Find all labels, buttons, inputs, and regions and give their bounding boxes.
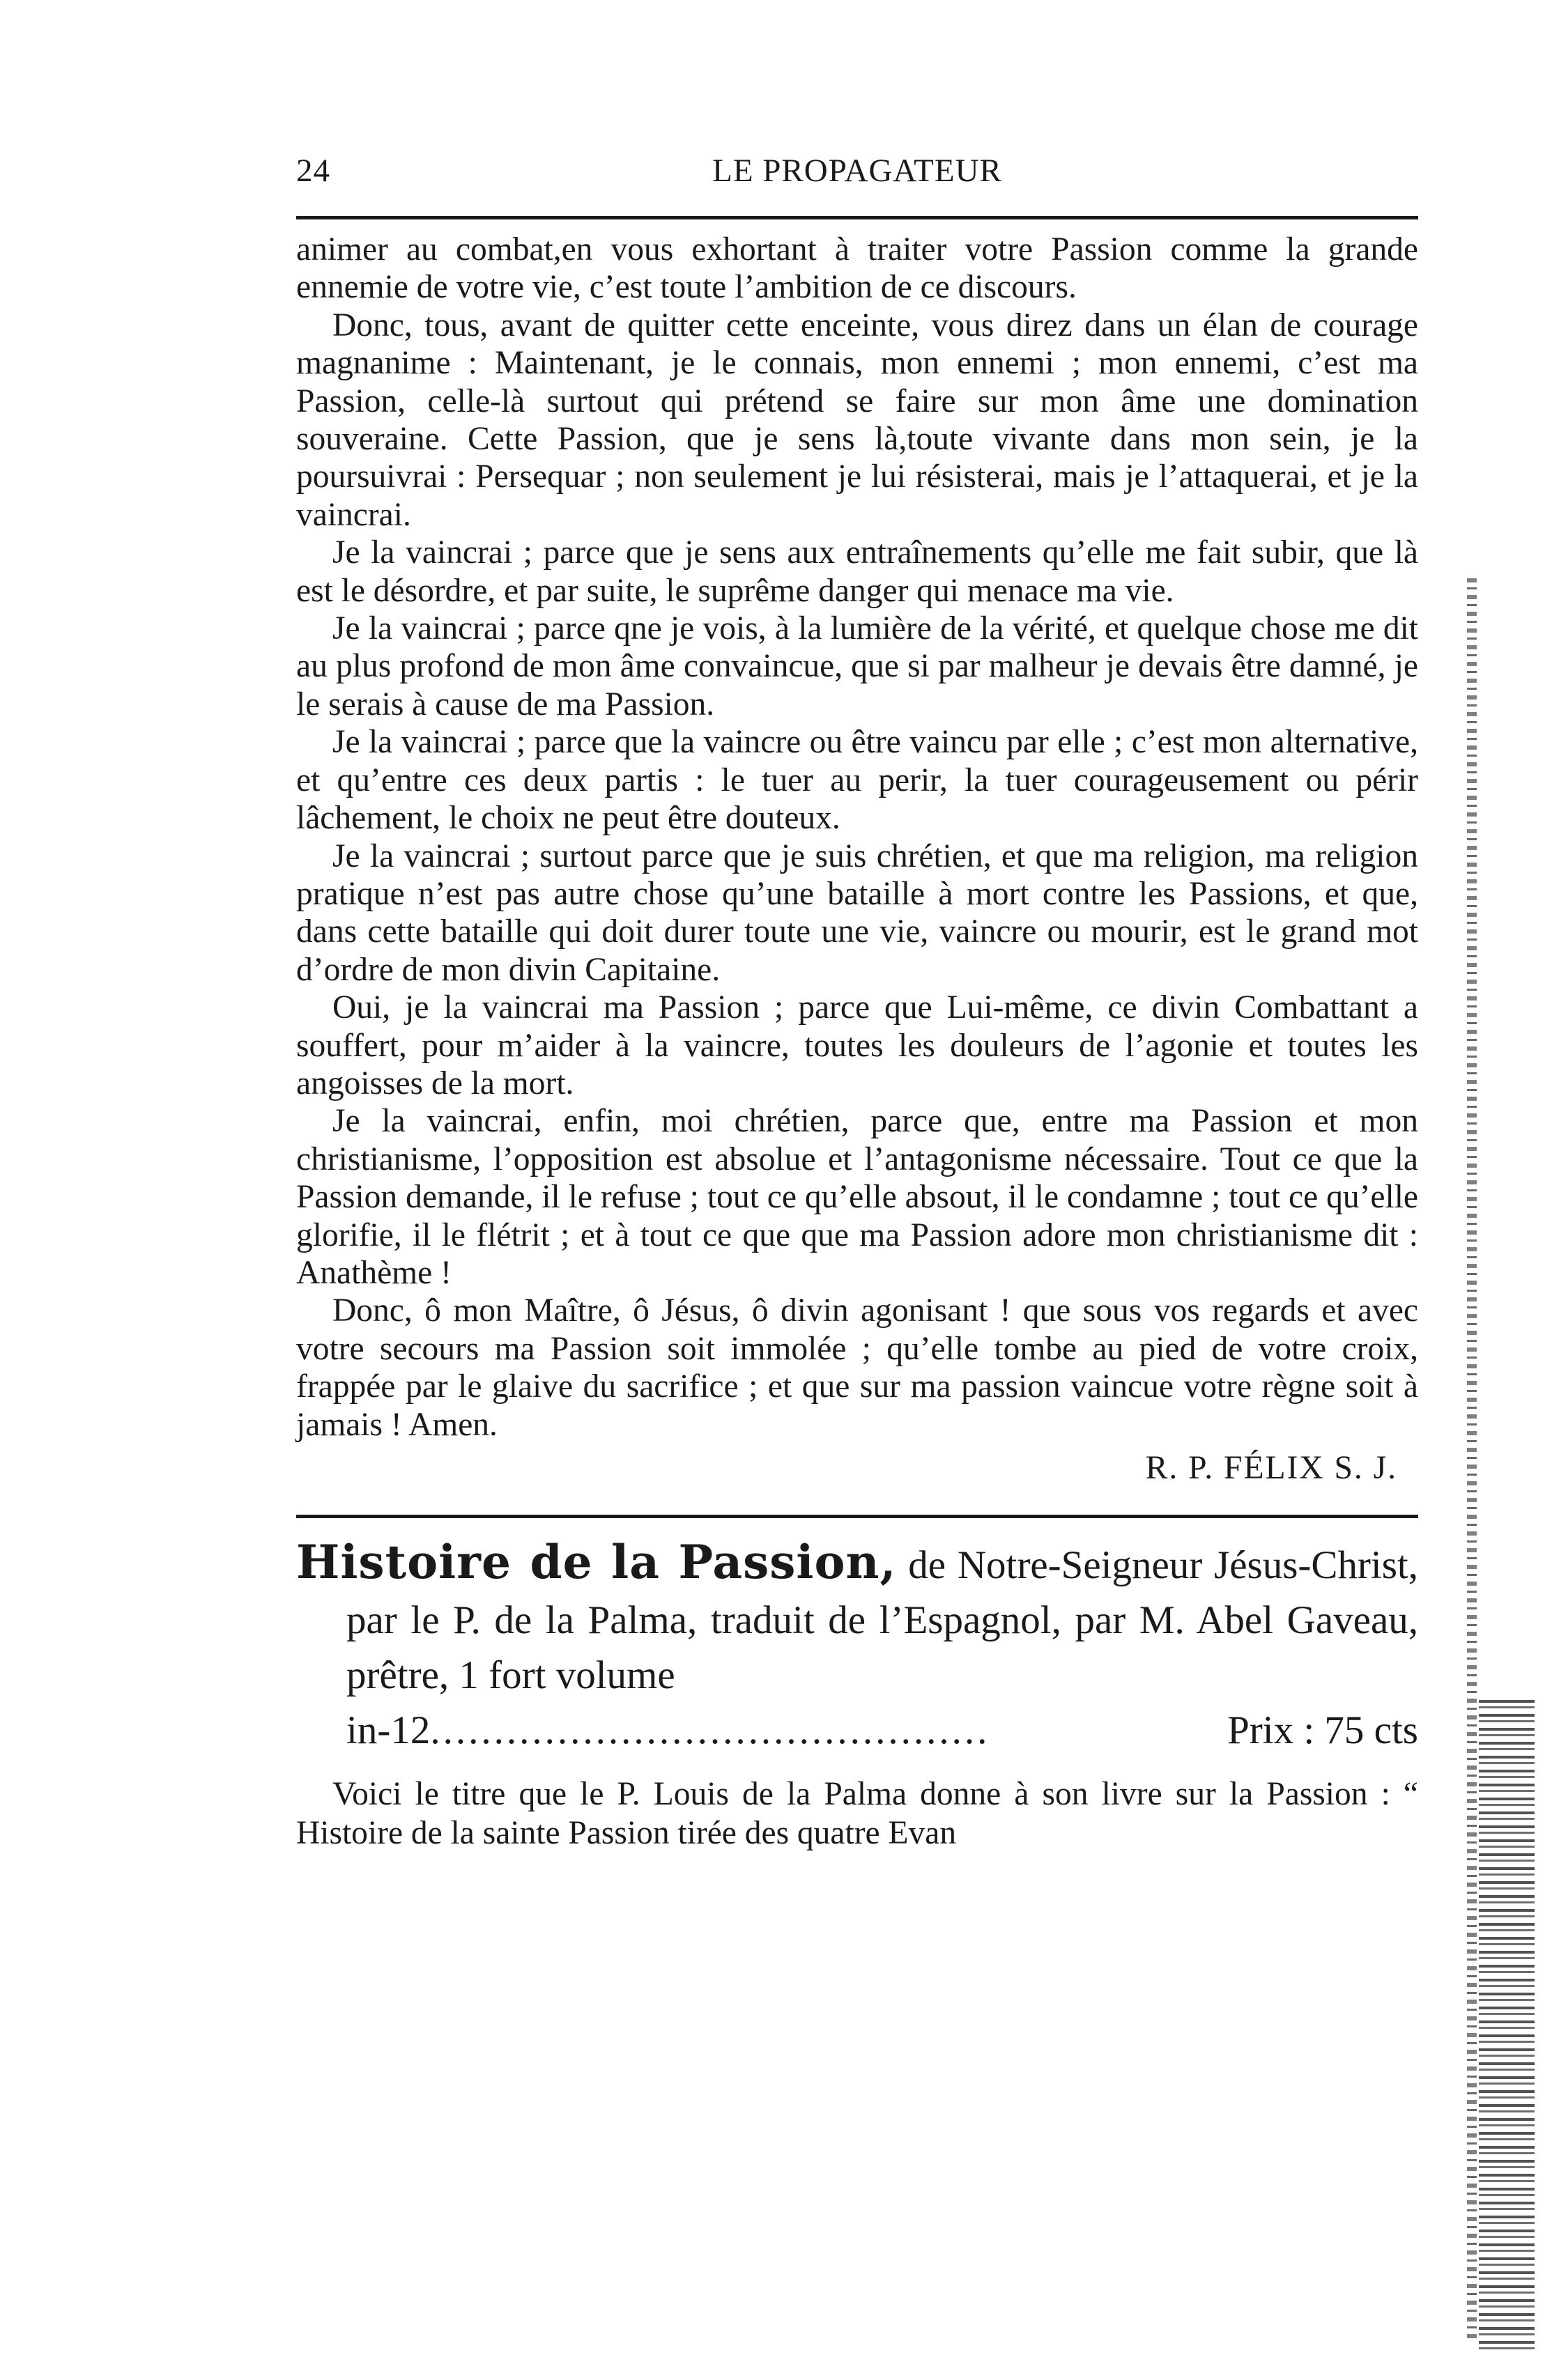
page-number: 24 bbox=[296, 153, 330, 189]
document-page bbox=[296, 132, 1418, 1853]
paragraph: Je la vaincrai ; parce que je sens aux entraînements qu’elle me fait subir, que là est le désordre, et par suite, le suprême danger qui menace ma vie. bbox=[296, 534, 1418, 609]
paragraph: Oui, je la vaincrai ma Passion ; parce que Lui-même, ce divin Combattant a souffert, pour m’aider à la vaincre, toutes les douleurs de l’agonie et toutes les angoisses de la mort. bbox=[296, 989, 1418, 1102]
article-body bbox=[296, 231, 1418, 1444]
book-notice bbox=[296, 1535, 1418, 1758]
running-title: LE PROPAGATEUR bbox=[712, 153, 1002, 189]
book-format: in-12 bbox=[346, 1708, 431, 1752]
paragraph: Je la vaincrai ; parce qne je vois, à la lumière de la vérité, et quelque chose me dit au plus profond de mon âme convaincue, que si par malheur je devais être damné, je le serais à cause de ma Passion. bbox=[296, 610, 1418, 722]
scan-edge-shadow-lower bbox=[1479, 1700, 1535, 2355]
paragraph: Donc, tous, avant de quitter cette enceinte, vous direz dans un élan de courage magnanime : Maintenant, je le connais, mon ennemi ; mon ennemi, c’est ma Passion, celle-là surtout qui prétend se faire sur mon âme une domination souveraine. Cette Passion, que je sens là,toute vivante dans mon sein, je la poursuivrai : Persequar ; non seulement je lui résisterai, mais je l’attaquerai, et je la vaincrai. bbox=[296, 307, 1418, 533]
book-price: Prix : 75 cts bbox=[1227, 1708, 1418, 1752]
review-paragraph: Voici le titre que le P. Louis de la Palma donne à son livre sur la Passion : “ Histoire de la sainte Passion tirée des quatre Evan bbox=[296, 1776, 1418, 1851]
header-rule bbox=[296, 216, 1418, 219]
review-body bbox=[296, 1775, 1418, 1853]
notice-text bbox=[296, 1535, 1418, 1703]
paragraph: Je la vaincrai, enfin, moi chrétien, parce que, entre ma Passion et mon christianisme, l’opposition est absolue et l’antagonisme nécessaire. Tout ce que la Passion demande, il le refuse ; tout ce qu’elle absout, il le condamne ; tout ce qu’elle glorifie, il le flétrit ; et à tout ce que que ma Passion adore mon christianisme dit : Anathème ! bbox=[296, 1103, 1418, 1291]
author-signature: R. P. FÉLIX S. J. bbox=[1145, 1450, 1397, 1486]
paragraph: animer au combat,en vous exhortant à traiter votre Passion comme la grande ennemie de votre vie, c’est toute l’ambition de ce discours. bbox=[296, 231, 1418, 306]
paragraph: Donc, ô mon Maître, ô Jésus, ô divin agonisant ! que sous vos regards et avec votre secours ma Passion soit immolée ; qu’elle tombe au pied de votre croix, frappée par le glaive du sacrifice ; et que sur ma passion vaincue votre règne soit à jamais ! Amen. bbox=[296, 1292, 1418, 1443]
scan-edge-shadow bbox=[1467, 578, 1477, 2341]
price-line bbox=[296, 1703, 1418, 1758]
leader-dots: ............................................ bbox=[430, 1708, 990, 1752]
paragraph: Je la vaincrai ; parce que la vaincre ou être vaincu par elle ; c’est mon alternative, et qu’entre ces deux partis : le tuer au perir, la tuer courageusement ou périr lâchement, le choix ne peut être douteux. bbox=[296, 724, 1418, 837]
book-title: Histoire de la Passion, bbox=[296, 1535, 897, 1589]
book-description: de Notre-Seigneur Jésus-Christ, par le P. de la Palma, traduit de l’Espagnol, par M. Abel Gaveau, prêtre, 1 fort volume bbox=[346, 1543, 1418, 1697]
running-head bbox=[296, 132, 1418, 195]
paragraph: Je la vaincrai ; surtout parce que je suis chrétien, et que ma religion, ma religion pratique n’est pas autre chose qu’une bataille à mort contre les Passions, et que, dans cette bataille qui doit durer toute une vie, vaincre ou mourir, est le grand mot d’ordre de mon divin Capitaine. bbox=[296, 837, 1418, 988]
section-rule bbox=[296, 1515, 1418, 1518]
